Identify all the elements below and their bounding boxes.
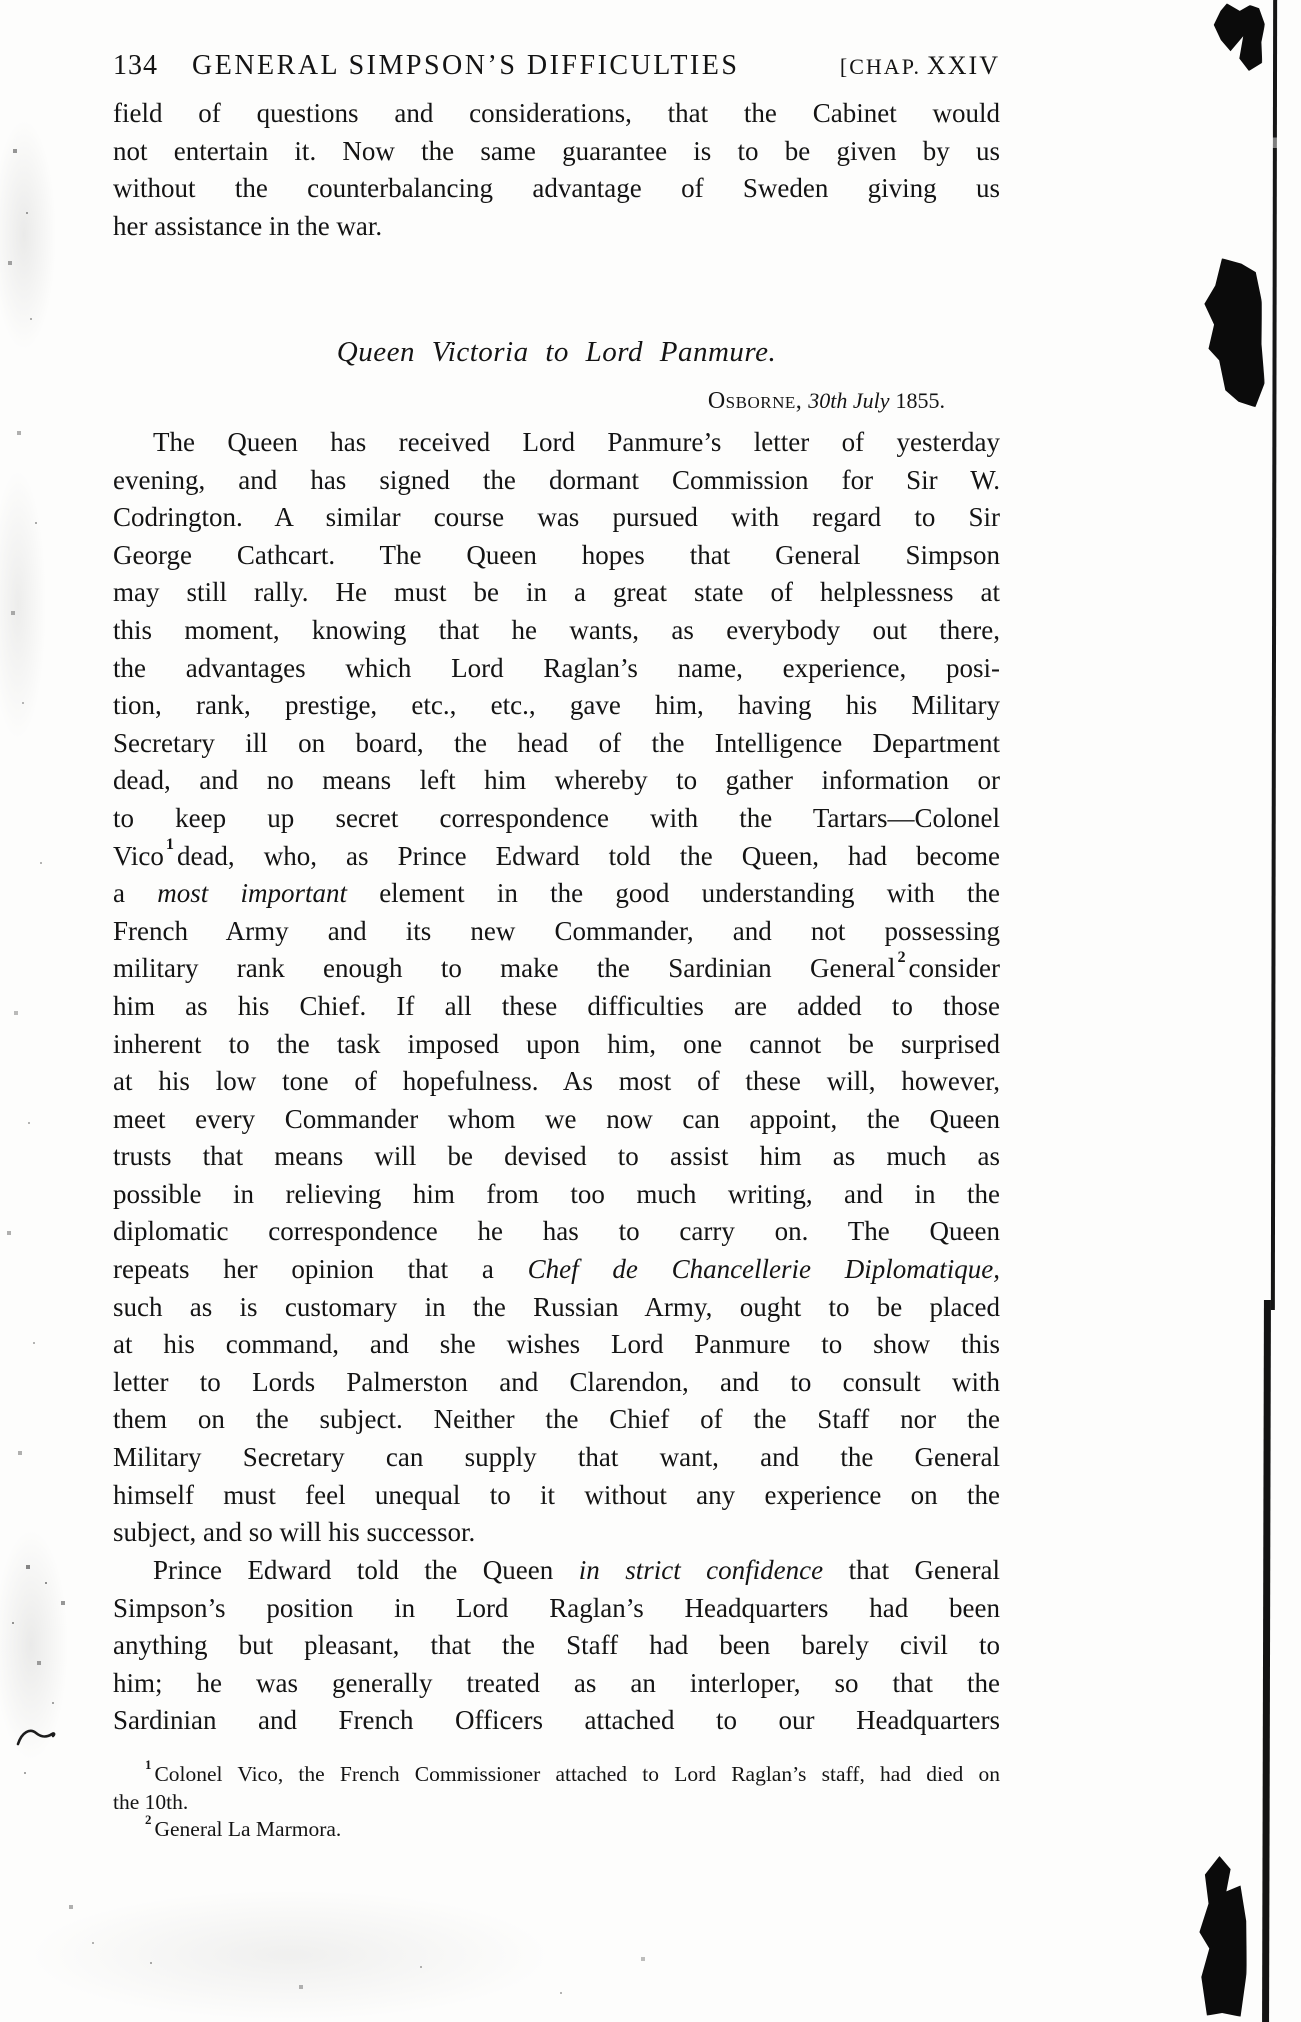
page-gutter-line	[1262, 1300, 1271, 2022]
scan-smudge	[0, 470, 46, 740]
text-line: military rank enough to make the Sardinian General $^2$ consider	[113, 947, 1000, 984]
letter-paragraph-1	[113, 424, 1000, 1552]
text-line: at his command, and she wishes Lord Panmure to show this	[113, 1329, 1000, 1360]
ink-blot-bottom-right	[1187, 1855, 1251, 2017]
text-line: tion, rank, prestige, etc., etc., gave him, having his Military	[113, 690, 1000, 721]
scan-noise-speckles	[0, 0, 2, 2]
text-line: this moment, knowing that he wants, as everybody out there,	[113, 614, 1000, 645]
letter-paragraph-2	[113, 1552, 1000, 1740]
letter-dateline	[113, 388, 945, 415]
running-title: GENERAL SIMPSON’S DIFFICULTIES	[192, 50, 740, 81]
text-line: a most important element in the good understanding with the	[113, 878, 1000, 909]
text-line: The Queen has received Lord Panmure’s letter of yesterday	[153, 427, 1000, 457]
text-line: $^1$ Colonel Vico, the French Commissioner attached to Lord Raglan’s staff, had died on	[145, 1757, 1000, 1786]
text-line: them on the subject. Neither the Chief of the Staff nor the	[113, 1404, 1000, 1435]
text-line: may still rally. He must be in a great state of helplessness at	[113, 577, 1000, 608]
text-line: Codrington. A similar course was pursued with regard to Sir	[113, 502, 1000, 533]
text-line: possible in relieving him from too much writing, and in the	[113, 1178, 1000, 1209]
text-line: $^2$ General La Marmora.	[145, 1812, 342, 1841]
text-line: anything but pleasant, that the Staff had been barely civil to	[113, 1630, 1000, 1661]
dateline-year: 1855.	[895, 388, 945, 413]
letter-heading: Queen Victoria to Lord Panmure.	[336, 336, 777, 368]
text-line: at his low tone of hopefulness. As most of these will, however,	[113, 1066, 1000, 1097]
text-line: him as his Chief. If all these difficulties are added to those	[113, 990, 1000, 1021]
text-line: to keep up secret correspondence with the Tartars—Colonel	[113, 802, 1000, 833]
text-line: the 10th.	[113, 1789, 189, 1814]
footnote-section	[113, 1757, 1000, 1844]
text-line: meet every Commander whom we now can appoint, the Queen	[113, 1103, 1000, 1134]
text-line: trusts that means will be devised to assist him as much as	[113, 1141, 1000, 1172]
text-line: diplomatic correspondence he has to carry on. The Queen	[113, 1216, 1000, 1247]
text-line: Military Secretary can supply that want, and the General	[113, 1442, 1000, 1473]
intro-paragraph	[113, 95, 1000, 245]
page-gutter-line	[1271, 0, 1277, 1310]
text-line: not entertain it. Now the same guarantee is to be given by us	[113, 135, 1000, 166]
scan-smudge	[0, 120, 56, 350]
ink-blot-middle-right	[1196, 257, 1265, 409]
dateline-place: Osborne,	[707, 388, 803, 414]
text-line: her assistance in the war.	[113, 210, 383, 241]
text-line: French Army and its new Commander, and not possessing	[113, 915, 1000, 946]
text-line: Simpson’s position in Lord Raglan’s Headquarters had been	[113, 1592, 1000, 1623]
text-line: himself must feel unequal to it without any experience on the	[113, 1479, 1000, 1510]
text-line: evening, and has signed the dormant Commission for Sir W.	[113, 464, 1000, 495]
text-line: such as is customary in the Russian Army, ought to be placed	[113, 1291, 1000, 1322]
text-line: dead, and no means left him whereby to gather information or	[113, 765, 1000, 796]
running-header	[113, 50, 1000, 82]
text-line: field of questions and considerations, that the Cabinet would	[113, 98, 1000, 128]
pen-mark	[15, 1722, 57, 1750]
text-line: George Cathcart. The Queen hopes that General Simpson	[113, 539, 1000, 570]
scan-smudge	[30, 1890, 550, 2020]
text-line: letter to Lords Palmerston and Clarendon, and to consult with	[113, 1366, 1000, 1397]
ink-blot-top-right	[1204, 2, 1266, 72]
chapter-number: XXIV	[927, 51, 1000, 80]
chapter-abbrev: [CHAP.	[839, 54, 921, 79]
text-line: inherent to the task imposed upon him, one cannot be surprised	[113, 1028, 1000, 1059]
text-line: subject, and so will his successor.	[113, 1517, 476, 1548]
text-line: without the counterbalancing advantage of Sweden giving us	[113, 173, 1000, 204]
page-number: 134	[113, 50, 158, 81]
text-line: Prince Edward told the Queen in strict confidence that General	[153, 1555, 1000, 1585]
text-line: Sardinian and French Officers attached to our Headquarters	[113, 1705, 1000, 1736]
text-line: Vico $^1$ dead, who, as Prince Edward told the Queen, had become	[113, 834, 1000, 871]
text-line: Secretary ill on board, the head of the Intelligence Department	[113, 727, 1000, 758]
dateline-date: 30th July	[808, 388, 890, 413]
chapter-label	[840, 51, 1000, 81]
text-line: him; he was generally treated as an interloper, so that the	[113, 1667, 1000, 1698]
text-line: the advantages which Lord Raglan’s name, experience, posi-	[113, 652, 1000, 683]
text-line: repeats her opinion that a Chef de Chancellerie Diplomatique,	[113, 1254, 1001, 1285]
